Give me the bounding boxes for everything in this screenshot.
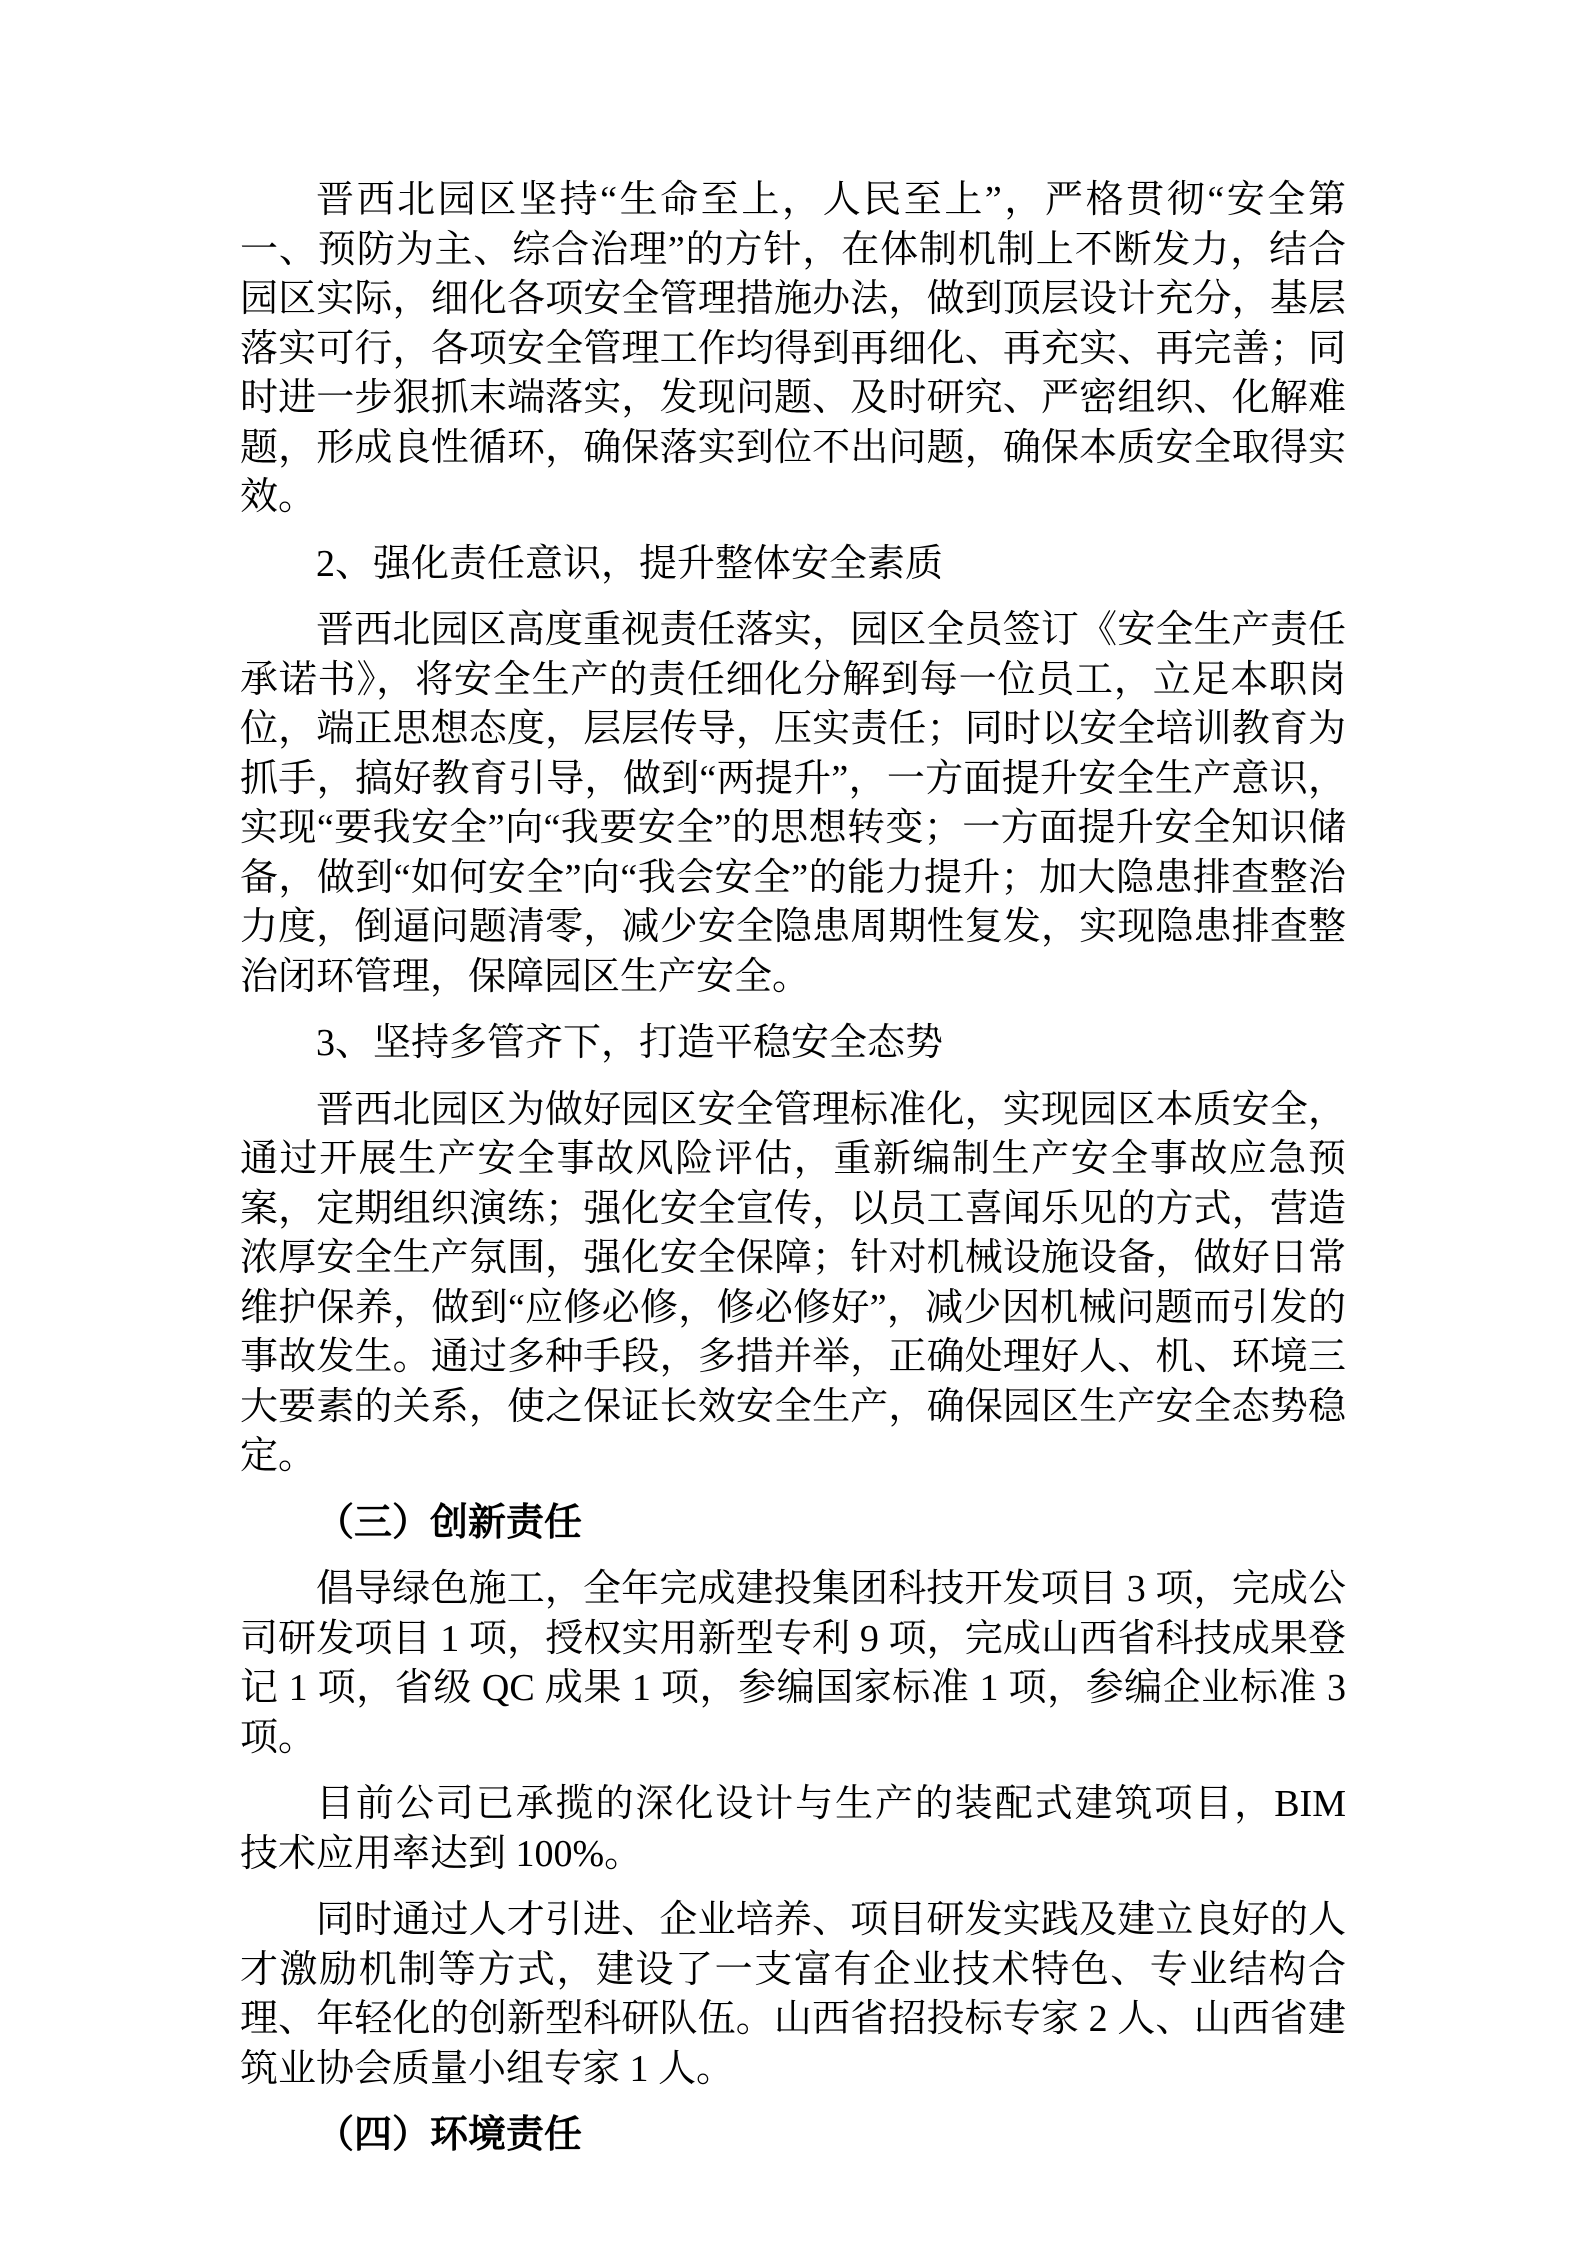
paragraph-safety-mechanism: 晋西北园区坚持“生命至上，人民至上”，严格贯彻“安全第一、预防为主、综合治理”的方针，在体制机制上不断发力，结合园区实际，细化各项安全管理措施办法，做到顶层设计充分，基层落实可行，各项安全管理工作均得到再细化、再充实、再完善；同时进一步狠抓末端落实，发现问题、及时研究、严密组织、化解难题，形成良性循环，确保落实到位不出问题，确保本质安全取得实效。 <box>240 179 1346 518</box>
document-text-block <box>240 176 1346 2161</box>
heading-environmental-responsibility: （四）环境责任 <box>316 2114 583 2156</box>
heading-multi-pronged-approach: 3、坚持多管齐下，打造平稳安全态势 <box>316 1022 944 1064</box>
paragraph-talent-team-building: 同时通过人才引进、企业培养、项目研发实践及建立良好的人才激励机制等方式，建设了一支富有企业技术特色、专业结构合理、年轻化的创新型科研队伍。山西省招投标专家 2 人、山西省建筑业协会质量小组专家 1 人。 <box>240 1899 1346 2090</box>
paragraph-bim-adoption: 目前公司已承揽的深化设计与生产的装配式建筑项目，BIM 技术应用率达到 100%。 <box>240 1783 1346 1875</box>
paragraph-responsibility-implementation: 晋西北园区高度重视责任落实，园区全员签订《安全生产责任承诺书》，将安全生产的责任细化分解到每一位员工，立足本职岗位，端正思想态度，层层传导，压实责任；同时以安全培训教育为抓手，搞好教育引导，做到“两提升”，一方面提升安全生产意识，实现“要我安全”向“我要安全”的思想转变；一方面提升安全知识储备，做到“如何安全”向“我会安全”的能力提升；加大隐患排查整治力度，倒逼问题清零，减少安全隐患周期性复发，实现隐患排查整治闭环管理，保障园区生产安全。 <box>240 609 1346 998</box>
paragraph-green-construction-achievements: 倡导绿色施工，全年完成建投集团科技开发项目 3 项，完成公司研发项目 1 项，授权实用新型专利 9 项，完成山西省科技成果登记 1 项，省级 QC 成果 1 项，参编国家标准 1 项，参编企业标准 3 项。 <box>240 1568 1346 1759</box>
paragraph-safety-standardization: 晋西北园区为做好园区安全管理标准化，实现园区本质安全，通过开展生产安全事故风险评估，重新编制生产安全事故应急预案，定期组织演练；强化安全宣传，以员工喜闻乐见的方式，营造浓厚安全生产氛围，强化安全保障；针对机械设施设备，做好日常维护保养，做到“应修必修，修必修好”，减少因机械问题而引发的事故发生。通过多种手段，多措并举，正确处理好人、机、环境三大要素的关系，使之保证长效安全生产，确保园区生产安全态势稳定。 <box>240 1088 1346 1477</box>
heading-responsibility-awareness: 2、强化责任意识，提升整体安全素质 <box>316 542 944 585</box>
heading-innovation-responsibility: （三）创新责任 <box>316 1501 583 1544</box>
